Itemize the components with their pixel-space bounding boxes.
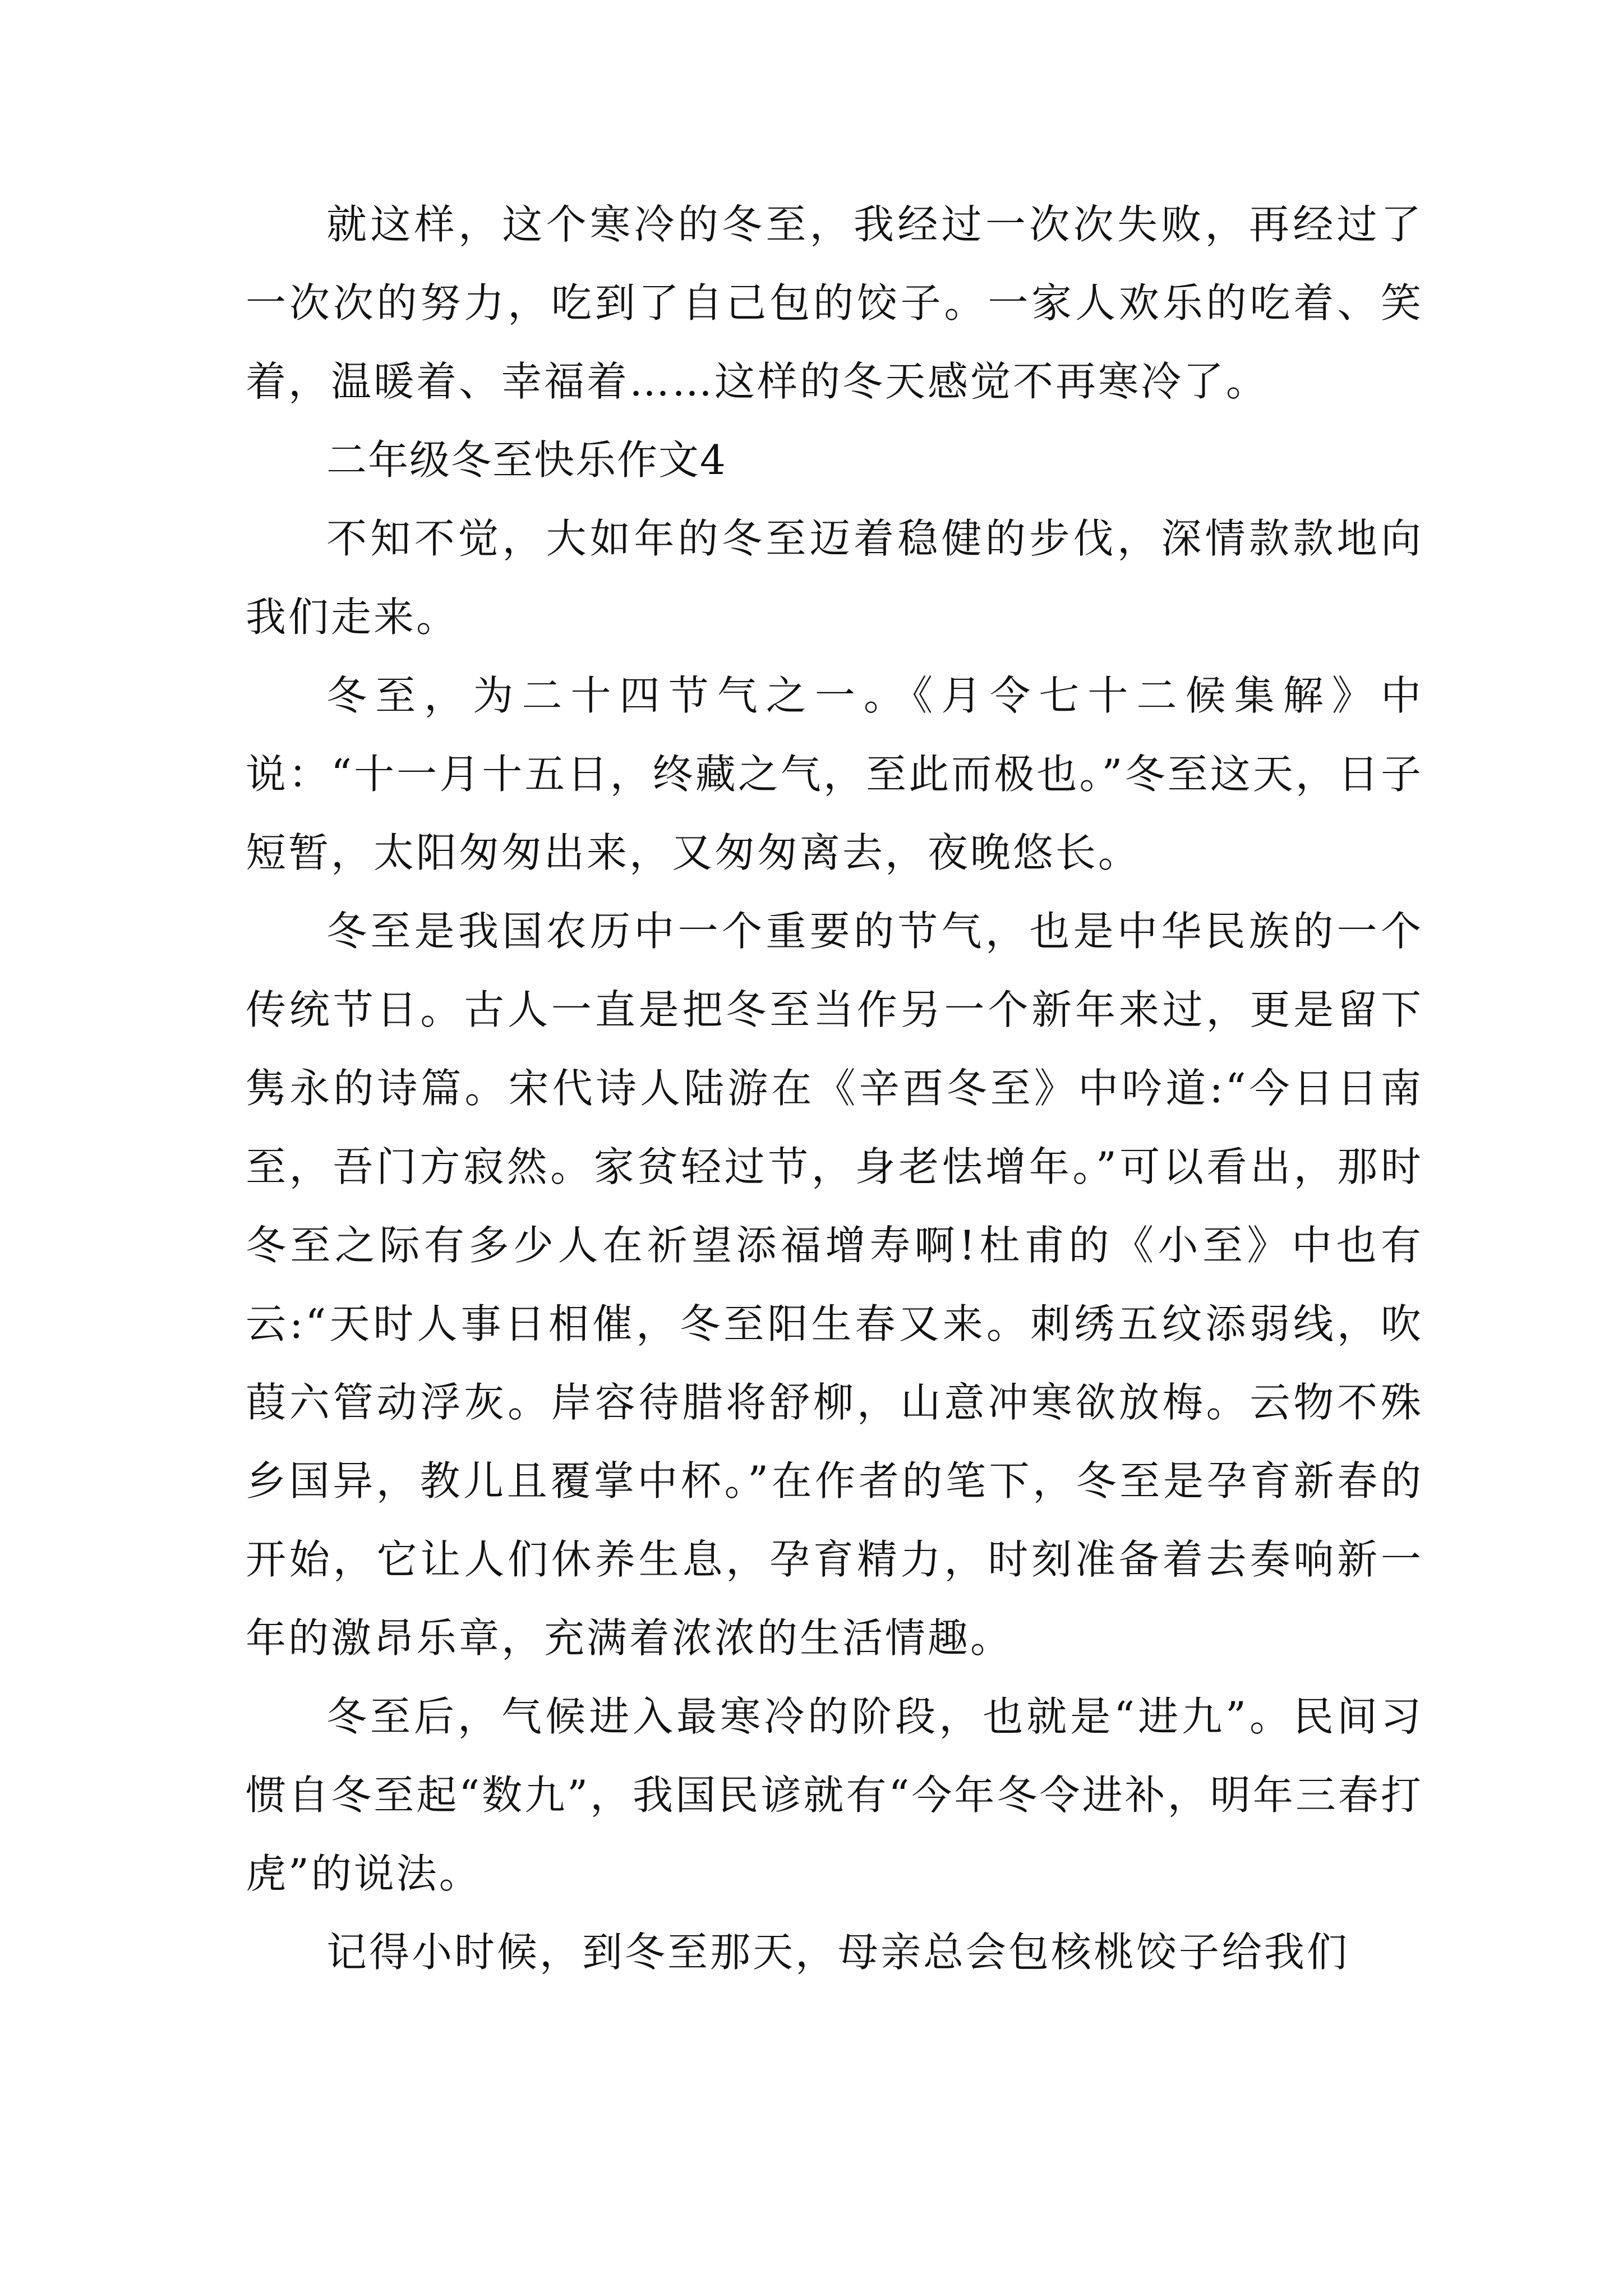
paragraph: 冬至是我国农历中一个重要的节气，也是中华民族的一个传统节日。古人一直是把冬至当作另一个新年来过，更是留下隽永的诗篇。宋代诗人陆游在《辛酉冬至》中吟道:“今日日南至，吾门方寂然。家贫轻过节，身老怯增年。”可以看出，那时冬至之际有多少人在祈望添福增寿啊!杜甫的《小至》中也有云:“天时人事日相催，冬至阳生春又来。刺绣五纹添弱线，吹葭六管动浮灰。岸容待腊将舒柳，山意冲寒欲放梅。云物不殊乡国异，教儿且覆掌中杯。”在作者的笔下，冬至是孕育新春的开始，它让人们休养生息，孕育精力，时刻准备着去奏响新一年的激昂乐章，充满着浓浓的生活情趣。 — [246, 908, 1423, 1662]
section-heading: 二年级冬至快乐作文4 — [326, 436, 727, 484]
paragraph: 冬至，为二十四节气之一。《月令七十二候集解》中说：“十一月十五日，终藏之气，至此而极也。”冬至这天，日子短暂，太阳匆匆出来，又匆匆离去，夜晚悠长。 — [246, 672, 1423, 876]
article-body — [246, 185, 1423, 1991]
paragraph: 不知不觉，大如年的冬至迈着稳健的步伐，深情款款地向我们走来。 — [246, 515, 1423, 641]
paragraph: 就这样，这个寒冷的冬至，我经过一次次失败，再经过了一次次的努力，吃到了自己包的饺子。一家人欢乐的吃着、笑着，温暖着、幸福着……这样的冬天感觉不再寒冷了。 — [246, 201, 1423, 405]
paragraph: 记得小时候，到冬至那天，母亲总会包核桃饺子给我们 — [326, 1929, 1350, 1976]
paragraph: 冬至后，气候进入最寒冷的阶段，也就是“进九”。民间习惯自冬至起“数九”，我国民谚就有“今年冬令进补，明年三春打虎”的说法。 — [246, 1693, 1423, 1897]
